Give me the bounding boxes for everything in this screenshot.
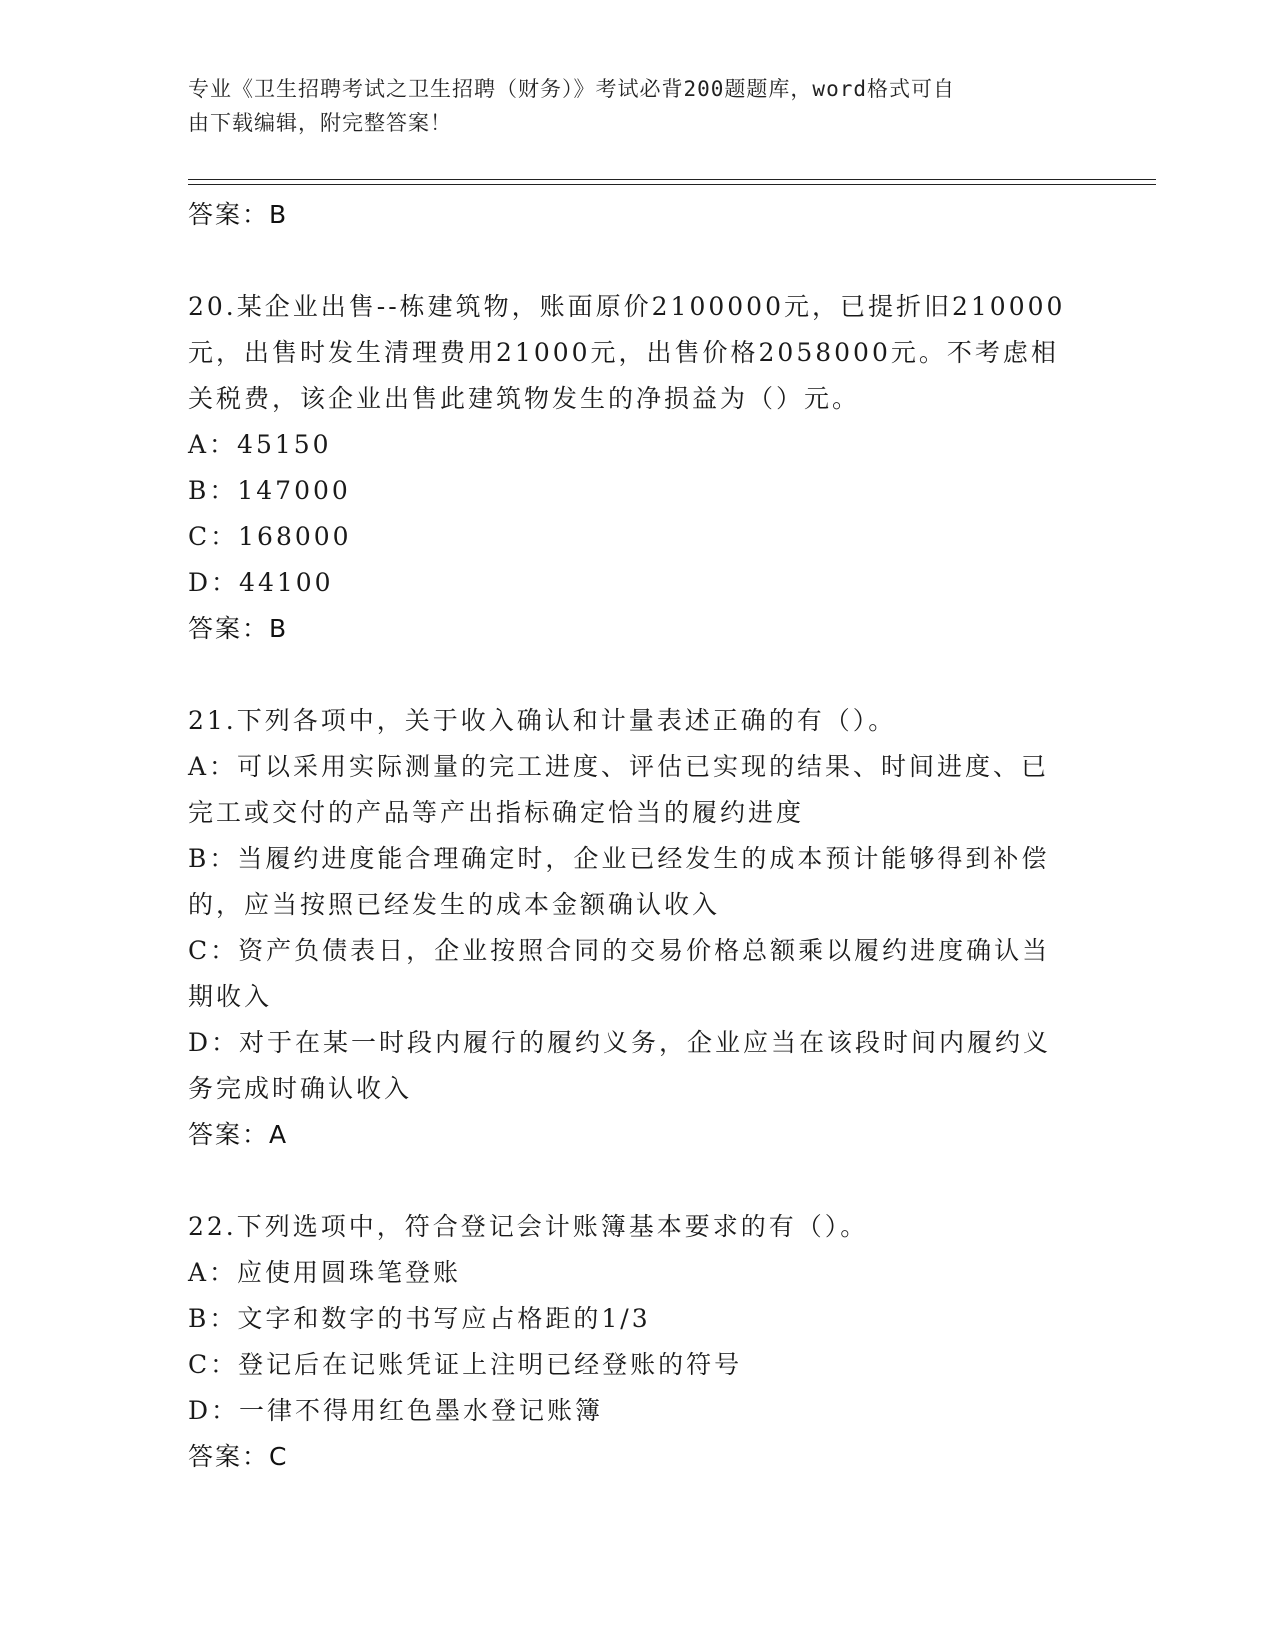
question-20 (188, 284, 1088, 652)
spacer (188, 1158, 1088, 1204)
question-22 (188, 1204, 1088, 1480)
question-21 (188, 698, 1088, 1158)
option-a-continued: 完工或交付的产品等产出指标确定恰当的履约进度 (188, 798, 805, 827)
option-a: A：应使用圆珠笔登账 (188, 1258, 462, 1287)
header-rule-bottom (188, 184, 1156, 185)
document-body (188, 192, 1088, 1480)
option-c: C：登记后在记账凭证上注明已经登账的符号 (188, 1350, 743, 1379)
answer: 答案：A (188, 1120, 289, 1149)
option-b: B：147000 (188, 476, 351, 505)
question-stem-line: 21.下列各项中，关于收入确认和计量表述正确的有（）。 (188, 706, 897, 735)
question-stem-line: 20.某企业出售--栋建筑物，账面原价2100000元，已提折旧210000 (188, 292, 1066, 321)
header-line-1: 专业《卫生招聘考试之卫生招聘（财务）》考试必背200题题库，word格式可自 (188, 77, 955, 101)
previous-answer: 答案：B (188, 200, 289, 229)
question-stem-line: 关税费，该企业出售此建筑物发生的净损益为（）元。 (188, 384, 861, 413)
option-c: C：资产负债表日，企业按照合同的交易价格总额乘以履约进度确认当 (188, 936, 1051, 965)
option-c: C：168000 (188, 522, 352, 551)
spacer (188, 652, 1088, 698)
document-header (188, 72, 1068, 140)
option-b: B：当履约进度能合理确定时，企业已经发生的成本预计能够得到补偿 (188, 844, 1050, 873)
option-a: A：可以采用实际测量的完工进度、评估已实现的结果、时间进度、已 (188, 752, 1050, 781)
answer: 答案：B (188, 614, 289, 643)
option-b: B：文字和数字的书写应占格距的1/3 (188, 1304, 651, 1333)
option-d: D：对于在某一时段内履行的履约义务，企业应当在该段时间内履约义 (188, 1028, 1052, 1057)
option-b-continued: 的，应当按照已经发生的成本金额确认收入 (188, 890, 721, 919)
question-stem-line: 22.下列选项中，符合登记会计账簿基本要求的有（）。 (188, 1212, 869, 1241)
option-a: A：45150 (188, 430, 332, 459)
header-rule-top (188, 179, 1156, 180)
question-stem-line: 元，出售时发生清理费用21000元，出售价格2058000元。不考虑相 (188, 338, 1059, 367)
option-d: D：44100 (188, 568, 334, 597)
spacer (188, 238, 1088, 284)
option-d-continued: 务完成时确认收入 (188, 1074, 413, 1103)
option-d: D：一律不得用红色墨水登记账簿 (188, 1396, 604, 1425)
option-c-continued: 期收入 (188, 982, 273, 1011)
answer: 答案：C (188, 1442, 289, 1471)
header-line-2: 由下载编辑，附完整答案！ (188, 111, 452, 135)
